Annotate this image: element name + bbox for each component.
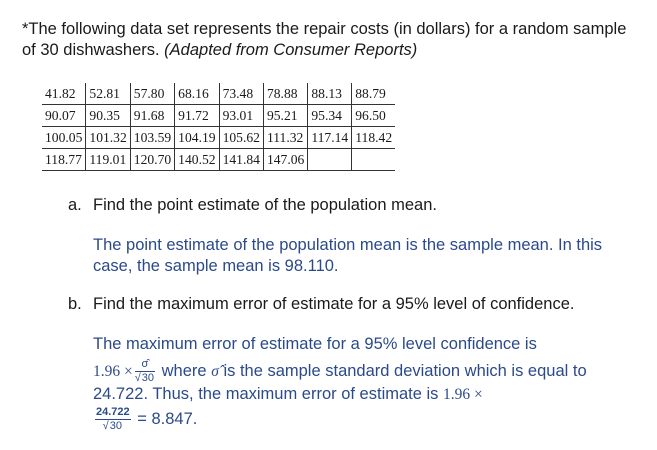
table-cell — [352, 149, 395, 171]
sd-over-root-n — [95, 407, 131, 432]
table-cell: 141.84 — [219, 149, 263, 171]
table-cell: 111.32 — [263, 127, 307, 149]
z-multiplier-2: 1.96 × — [443, 386, 483, 403]
table-cell: 41.82 — [42, 83, 86, 105]
sqrt-symbol-2: √ — [102, 420, 109, 432]
table-cell: 105.62 — [219, 127, 263, 149]
table-cell: 68.16 — [175, 83, 219, 105]
table-row — [42, 105, 395, 127]
table-cell: 91.72 — [175, 105, 219, 127]
result-value: = 8.847. — [137, 409, 198, 428]
table-cell: 100.05 — [42, 127, 86, 149]
table-cell: 88.13 — [308, 83, 352, 105]
frac-denominator — [135, 372, 155, 384]
frac-numerator: σ̂ — [135, 359, 155, 372]
question-a — [68, 196, 437, 215]
table-cell: 101.32 — [86, 127, 130, 149]
table-cell: 147.06 — [263, 149, 307, 171]
table-cell: 57.80 — [130, 83, 174, 105]
sd-denominator — [95, 420, 131, 432]
table-cell: 91.68 — [130, 105, 174, 127]
table-cell: 88.79 — [352, 83, 395, 105]
sigma-over-root-n — [135, 359, 155, 384]
table-row — [42, 83, 395, 105]
table-row — [42, 149, 395, 171]
answer-b-start: The maximum error of estimate for a 95% level confidence is — [93, 335, 537, 353]
table-cell: 96.50 — [352, 105, 395, 127]
repair-cost-table — [42, 83, 395, 171]
table-row — [42, 127, 395, 149]
question-b-text: Find the maximum error of estimate for a 95% level of confidence. — [93, 295, 575, 313]
table-cell: 103.59 — [130, 127, 174, 149]
intro-text: *The following data set represents the repair costs (in dollars) for a random sample of 30 dishwashers. — [22, 20, 627, 59]
table-cell: 120.70 — [130, 149, 174, 171]
table-cell: 78.88 — [263, 83, 307, 105]
question-b-label: b. — [68, 295, 82, 313]
sqrt-symbol: √ — [134, 372, 141, 384]
where-text: where — [161, 361, 207, 380]
sqrt-radicand-2: 30 — [109, 420, 122, 432]
table-cell: 104.19 — [175, 127, 219, 149]
sd-numerator: 24.722 — [96, 406, 130, 418]
table-cell: 140.52 — [175, 149, 219, 171]
table-cell: 118.42 — [352, 127, 395, 149]
table-cell: 73.48 — [219, 83, 263, 105]
answer-a: The point estimate of the population mean is the sample mean. In this case, the sample mean is 98.110. — [93, 236, 603, 275]
problem-intro — [22, 19, 642, 61]
table-cell: 117.14 — [308, 127, 352, 149]
sqrt-radicand: 30 — [141, 372, 155, 384]
table-cell: 119.01 — [86, 149, 130, 171]
table-cell: 93.01 — [219, 105, 263, 127]
answer-b — [93, 334, 628, 432]
question-a-text: Find the point estimate of the population mean. — [93, 196, 437, 214]
table-cell: 118.77 — [42, 149, 86, 171]
table-cell: 95.34 — [308, 105, 352, 127]
sigma-hat-inline: σ̂ — [211, 362, 219, 380]
where-rest: is the sample standard deviation which is equal to 24.722. Thus, the maximum error of estimate is — [93, 361, 587, 403]
table-cell: 90.35 — [86, 105, 130, 127]
z-multiplier: 1.96 × — [93, 362, 133, 380]
question-b — [68, 295, 574, 314]
table-cell: 95.21 — [263, 105, 307, 127]
table-cell: 90.07 — [42, 105, 86, 127]
question-a-label: a. — [68, 196, 82, 214]
intro-source: (Adapted from Consumer Reports) — [164, 41, 418, 59]
table-cell — [308, 149, 352, 171]
table-cell: 52.81 — [86, 83, 130, 105]
